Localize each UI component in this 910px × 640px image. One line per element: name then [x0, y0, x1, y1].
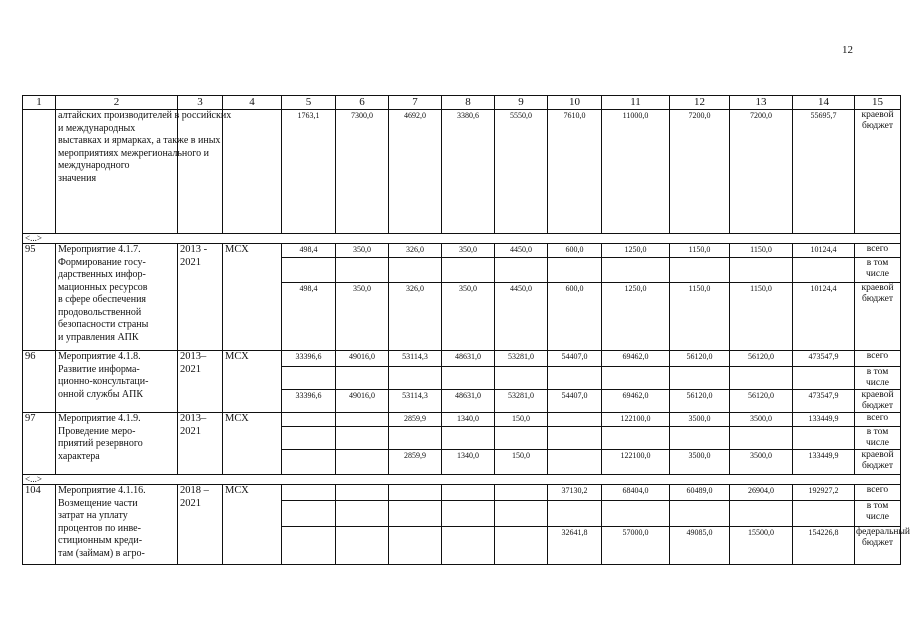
measure-name-line: международного: [58, 160, 130, 171]
value-cell: [442, 367, 495, 390]
value-cell: 1250,0: [602, 283, 670, 351]
value-cell: 60489,0: [670, 485, 730, 501]
value-cell: [730, 427, 793, 450]
value-cell: 3500,0: [730, 450, 793, 475]
column-header: 9: [495, 96, 548, 110]
value-cell: [548, 450, 602, 475]
value-cell: 11000,0: [602, 110, 670, 234]
value-cell: [336, 527, 389, 565]
value-cell: 54407,0: [548, 351, 602, 367]
measure-total-row: [23, 413, 901, 427]
measure-name-line: продовольственной: [58, 306, 142, 318]
value-cell: 56120,0: [670, 351, 730, 367]
value-cell: 3500,0: [730, 413, 793, 427]
funding-source-cell: краевой бюджет: [855, 110, 901, 234]
column-header: 2: [56, 96, 178, 110]
value-cell: [442, 527, 495, 565]
value-cell: [336, 501, 389, 527]
funding-source-cell: краевой бюджет: [855, 390, 901, 413]
funding-source-cell: в том числе: [855, 501, 901, 527]
measure-name-line: в сфере обеспечения: [58, 294, 147, 305]
value-cell: [336, 413, 389, 427]
value-cell: 56120,0: [730, 390, 793, 413]
executor-cell: МСХ: [223, 485, 282, 565]
funding-source-cell: в том числе: [855, 367, 901, 390]
value-cell: 10124,4: [793, 244, 855, 258]
ellipsis-row: [23, 475, 901, 485]
value-cell: 69462,0: [602, 390, 670, 413]
value-cell: [602, 258, 670, 283]
value-cell: 2859,9: [389, 450, 442, 475]
value-cell: 2859,9: [389, 413, 442, 427]
period-cell: 2013 - 2021: [178, 244, 223, 351]
value-cell: [602, 501, 670, 527]
value-cell: [282, 258, 336, 283]
value-cell: [336, 485, 389, 501]
value-cell: [442, 501, 495, 527]
value-cell: 7200,0: [670, 110, 730, 234]
value-cell: 7300,0: [336, 110, 389, 234]
value-cell: 1250,0: [602, 244, 670, 258]
value-cell: [495, 258, 548, 283]
measure-total-row: [23, 485, 901, 501]
value-cell: 3500,0: [670, 413, 730, 427]
period-cell: 2013– 2021: [178, 351, 223, 413]
value-cell: [495, 485, 548, 501]
column-header: 8: [442, 96, 495, 110]
column-header: 13: [730, 96, 793, 110]
funding-source-cell: всего: [855, 351, 901, 367]
column-header: 10: [548, 96, 602, 110]
measure-name-line: значения: [58, 172, 97, 184]
measure-name-line: Мероприятие 4.1.8.: [58, 351, 141, 362]
table-row: [23, 110, 901, 234]
measure-name-cell: [56, 413, 178, 475]
value-cell: 53281,0: [495, 351, 548, 367]
value-cell: 69462,0: [602, 351, 670, 367]
measure-name-line: Развитие информа-: [58, 363, 140, 375]
row-number-cell: 104: [23, 485, 56, 565]
value-cell: 32641,8: [548, 527, 602, 565]
value-cell: [548, 501, 602, 527]
value-cell: 10124,4: [793, 283, 855, 351]
value-cell: [389, 367, 442, 390]
measure-name-line: процентов по инве-: [58, 522, 141, 534]
value-cell: 498,4: [282, 244, 336, 258]
value-cell: 68404,0: [602, 485, 670, 501]
value-cell: 133449,9: [793, 413, 855, 427]
value-cell: [282, 367, 336, 390]
row-number-cell: 95: [23, 244, 56, 351]
column-header: 11: [602, 96, 670, 110]
value-cell: 49016,0: [336, 351, 389, 367]
value-cell: 1150,0: [670, 244, 730, 258]
value-cell: 1763,1: [282, 110, 336, 234]
funding-source-cell: краевой бюджет: [855, 450, 901, 475]
value-cell: [389, 485, 442, 501]
measure-total-row: [23, 351, 901, 367]
measure-name-line: дарственных инфор-: [58, 269, 146, 280]
column-header: 5: [282, 96, 336, 110]
value-cell: [389, 527, 442, 565]
value-cell: [389, 258, 442, 283]
value-cell: [282, 450, 336, 475]
row-number-cell: [23, 110, 56, 234]
value-cell: 53114,3: [389, 351, 442, 367]
value-cell: [389, 501, 442, 527]
ellipsis-row: [23, 234, 901, 244]
value-cell: 55695,7: [793, 110, 855, 234]
value-cell: [282, 501, 336, 527]
value-cell: 350,0: [336, 244, 389, 258]
measure-name-line: стиционным креди-: [58, 535, 143, 546]
measure-name-line: безопасности страны: [58, 319, 149, 330]
value-cell: [336, 450, 389, 475]
value-cell: 473547,9: [793, 390, 855, 413]
value-cell: 3500,0: [670, 450, 730, 475]
column-header: 4: [223, 96, 282, 110]
value-cell: 26904,0: [730, 485, 793, 501]
value-cell: [442, 427, 495, 450]
value-cell: 1340,0: [442, 413, 495, 427]
value-cell: 33396,6: [282, 351, 336, 367]
value-cell: [282, 527, 336, 565]
value-cell: [282, 427, 336, 450]
value-cell: [548, 427, 602, 450]
value-cell: [495, 527, 548, 565]
value-cell: 4692,0: [389, 110, 442, 234]
measure-name-line: Проведение меро-: [58, 425, 136, 437]
value-cell: 122100,0: [602, 450, 670, 475]
value-cell: [602, 427, 670, 450]
period-cell: 2013– 2021: [178, 413, 223, 475]
value-cell: 57000,0: [602, 527, 670, 565]
column-header: 15: [855, 96, 901, 110]
value-cell: 53281,0: [495, 390, 548, 413]
value-cell: 56120,0: [730, 351, 793, 367]
value-cell: [495, 427, 548, 450]
value-cell: 326,0: [389, 244, 442, 258]
ellipsis-text: <...>: [23, 234, 901, 244]
value-cell: 53114,3: [389, 390, 442, 413]
measure-name-line: затрат на уплату: [58, 510, 128, 521]
column-header: 1: [23, 96, 56, 110]
value-cell: [495, 367, 548, 390]
value-cell: [730, 501, 793, 527]
measure-name-line: там (займам) в агро-: [58, 547, 145, 559]
measure-total-row: [23, 244, 901, 258]
value-cell: [548, 413, 602, 427]
measure-name-line: Мероприятие 4.1.9.: [58, 413, 141, 424]
value-cell: [336, 258, 389, 283]
value-cell: [670, 258, 730, 283]
value-cell: 33396,6: [282, 390, 336, 413]
funding-source-cell: в том числе: [855, 427, 901, 450]
value-cell: [389, 427, 442, 450]
period-cell: 2018 – 2021: [178, 485, 223, 565]
measure-name-line: и управления АПК: [58, 331, 139, 343]
value-cell: 48631,0: [442, 351, 495, 367]
value-cell: 4450,0: [495, 244, 548, 258]
value-cell: 48631,0: [442, 390, 495, 413]
measure-name-line: мероприятиях межрегионального и: [58, 147, 209, 159]
value-cell: [730, 258, 793, 283]
value-cell: [670, 367, 730, 390]
value-cell: 150,0: [495, 413, 548, 427]
period-cell: [178, 110, 223, 234]
measure-name-line: онной службы АПК: [58, 388, 144, 400]
value-cell: [793, 501, 855, 527]
ellipsis-text: <...>: [23, 475, 901, 485]
measure-name-line: ционно-консультаци-: [58, 376, 149, 387]
value-cell: [793, 427, 855, 450]
value-cell: 326,0: [389, 283, 442, 351]
value-cell: [602, 367, 670, 390]
measure-name-line: приятий резервного: [58, 438, 143, 449]
value-cell: 498,4: [282, 283, 336, 351]
column-header: 7: [389, 96, 442, 110]
executor-cell: МСХ: [223, 351, 282, 413]
funding-source-cell: в том числе: [855, 258, 901, 283]
measure-name-line: Возмещение части: [58, 497, 138, 509]
value-cell: [793, 258, 855, 283]
value-cell: [282, 413, 336, 427]
value-cell: 4450,0: [495, 283, 548, 351]
value-cell: 1150,0: [730, 244, 793, 258]
value-cell: 154226,8: [793, 527, 855, 565]
row-number-cell: 96: [23, 351, 56, 413]
executor-cell: МСХ: [223, 244, 282, 351]
measure-name-line: алтайских производителей в российских: [58, 110, 232, 121]
measure-name-line: мационных ресурсов: [58, 281, 148, 293]
column-header: 12: [670, 96, 730, 110]
header-row: [23, 96, 901, 110]
funding-source-cell: всего: [855, 485, 901, 501]
value-cell: 150,0: [495, 450, 548, 475]
value-cell: [442, 258, 495, 283]
value-cell: 5550,0: [495, 110, 548, 234]
value-cell: [670, 427, 730, 450]
value-cell: [793, 367, 855, 390]
measure-name-line: характера: [58, 450, 100, 462]
column-header: 14: [793, 96, 855, 110]
value-cell: [730, 367, 793, 390]
value-cell: 7610,0: [548, 110, 602, 234]
value-cell: 56120,0: [670, 390, 730, 413]
column-header: 3: [178, 96, 223, 110]
value-cell: [670, 501, 730, 527]
value-cell: 1150,0: [730, 283, 793, 351]
budget-table: [22, 95, 910, 565]
value-cell: 54407,0: [548, 390, 602, 413]
value-cell: 350,0: [336, 283, 389, 351]
value-cell: 7200,0: [730, 110, 793, 234]
value-cell: 49016,0: [336, 390, 389, 413]
value-cell: [495, 501, 548, 527]
column-header: 6: [336, 96, 389, 110]
measure-name-cell: [56, 485, 178, 565]
measure-name-line: Формирование госу-: [58, 256, 146, 268]
value-cell: 122100,0: [602, 413, 670, 427]
executor-cell: [223, 110, 282, 234]
row-number-cell: 97: [23, 413, 56, 475]
value-cell: 1340,0: [442, 450, 495, 475]
measure-name-line: Мероприятие 4.1.16.: [58, 485, 146, 496]
value-cell: 600,0: [548, 244, 602, 258]
value-cell: 15500,0: [730, 527, 793, 565]
funding-source-cell: краевой бюджет: [855, 283, 901, 351]
value-cell: 1150,0: [670, 283, 730, 351]
value-cell: 473547,9: [793, 351, 855, 367]
measure-name-line: и международных: [58, 122, 136, 134]
value-cell: 600,0: [548, 283, 602, 351]
measure-name-cell: [56, 244, 178, 351]
value-cell: 3380,6: [442, 110, 495, 234]
value-cell: 350,0: [442, 283, 495, 351]
funding-source-cell: всего: [855, 244, 901, 258]
measure-name-line: выставках и ярмарках, а также в иных: [58, 135, 221, 146]
value-cell: [282, 485, 336, 501]
funding-source-cell: всего: [855, 413, 901, 427]
value-cell: [336, 427, 389, 450]
value-cell: [548, 258, 602, 283]
value-cell: 37130,2: [548, 485, 602, 501]
value-cell: 192927,2: [793, 485, 855, 501]
value-cell: 133449,9: [793, 450, 855, 475]
funding-source-cell: федеральный бюджет: [855, 527, 901, 565]
measure-name-cell: [56, 351, 178, 413]
measure-name-line: Мероприятие 4.1.7.: [58, 244, 141, 255]
page-number: 12: [842, 44, 853, 56]
value-cell: [548, 367, 602, 390]
value-cell: 49085,0: [670, 527, 730, 565]
value-cell: 350,0: [442, 244, 495, 258]
value-cell: [336, 367, 389, 390]
value-cell: [442, 485, 495, 501]
executor-cell: МСХ: [223, 413, 282, 475]
measure-name-cell: [56, 110, 232, 234]
